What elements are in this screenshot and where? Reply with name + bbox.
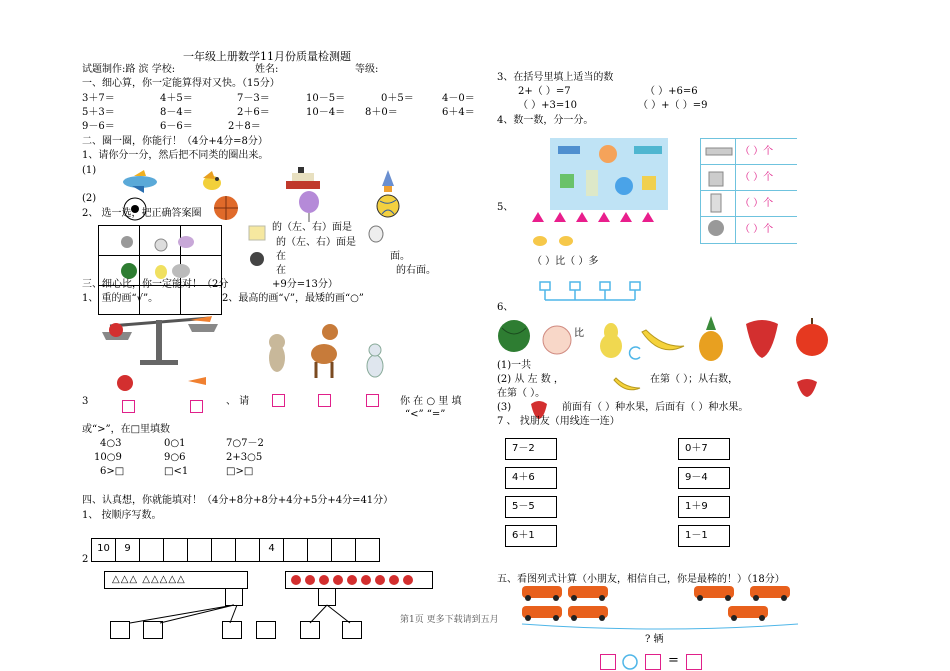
compare-1-1: 4○3 [100, 438, 122, 449]
s2-q2-line4: 在 [276, 265, 286, 276]
airplane-image [120, 168, 160, 194]
basketball-image [213, 195, 239, 221]
r-q2c: 在第（ ）。 [497, 388, 546, 399]
match-right[interactable]: 9－4 [678, 467, 730, 489]
section4-title: 四、认真想，你就能填对！（4分+8分+8分+4分+5分+4分=41分） [82, 495, 394, 506]
mouse-image [246, 248, 268, 268]
compare-3-3: □>□ [226, 466, 254, 477]
cars-label: ? 辆 [645, 634, 664, 645]
match-right[interactable]: 1＋9 [678, 496, 730, 518]
dog-image [170, 260, 192, 280]
arc-icon [626, 346, 644, 360]
calc-2-6: 6＋4＝ [442, 107, 475, 118]
seq-cell[interactable] [235, 538, 260, 562]
balance-scale-image [100, 312, 220, 368]
s2-q1-b: (2) [82, 193, 97, 204]
seq-cell[interactable] [283, 538, 308, 562]
calc-2-2: 8－4＝ [160, 107, 193, 118]
banana-small-image [612, 376, 642, 394]
match-right[interactable]: 1－1 [678, 525, 730, 547]
count-2: （ ）个 [740, 172, 774, 183]
answer-box[interactable] [600, 654, 616, 670]
compare-2-2: 9○6 [164, 452, 186, 463]
s3-q3-signs: “<” “=” [405, 409, 446, 420]
calc-1-6: 4－0＝ [442, 93, 475, 104]
match-left[interactable]: 4＋6 [505, 467, 557, 489]
answer-box[interactable] [686, 654, 702, 670]
carrot-image [186, 375, 208, 387]
s2-q1-a: (1) [82, 165, 97, 176]
calc-3-3: 2＋8＝ [228, 121, 261, 132]
r-q2a: (2) 从 左 数 ， [497, 374, 564, 385]
seq-cell[interactable] [331, 538, 356, 562]
strawberry-image [742, 314, 782, 360]
s2-q1: 1、请你分一分，然后把不同类的圈出来。 [82, 150, 269, 161]
bond-lines [220, 603, 280, 625]
count-4: （ ）个 [740, 224, 774, 235]
r5-compare: （ ）比（ ）多 [532, 256, 599, 267]
apple-red-image [792, 316, 832, 358]
rabbit-standing-image [360, 340, 390, 380]
footer: 第1页 更多下载请到五月 [400, 615, 499, 625]
r3-3: （ ）+3=10 [518, 100, 578, 111]
bond-box[interactable] [110, 621, 130, 639]
calc-3-1: 9－6＝ [82, 121, 115, 132]
bond-box[interactable] [342, 621, 362, 639]
circles-row-image [530, 235, 580, 247]
apple-image [115, 372, 135, 392]
calc-1-5: 0＋5＝ [381, 93, 414, 104]
seq-cell[interactable] [211, 538, 236, 562]
animal-image [176, 232, 196, 250]
cup-image [246, 222, 268, 242]
triangles-row-image [530, 210, 670, 224]
match-left[interactable]: 7－2 [505, 438, 557, 460]
answer-box[interactable] [366, 394, 379, 407]
s3-q3-num: 3 [82, 396, 89, 407]
section5-title: 五、看图列式计算（小朋友，相信自己，你是最棒的！）（18分） [497, 574, 785, 585]
mouse-standing-image [262, 330, 292, 376]
s2-q2: 2、 选一选，把正确答案圈 [82, 208, 202, 219]
race-cars-image [520, 584, 800, 626]
calc-2-1: 5＋3＝ [82, 107, 115, 118]
shapes-image [550, 138, 668, 210]
calc-3-2: 6－6＝ [160, 121, 193, 132]
s2-q2-line3: 在 [276, 251, 286, 262]
balloon-image [296, 190, 322, 222]
pineapple-image [696, 314, 726, 362]
answer-box[interactable] [318, 394, 331, 407]
compare-1-2: 0○1 [164, 438, 186, 449]
r6-compare: 比 [574, 328, 584, 339]
r4-title: 4、数一数，分一分。 [497, 115, 594, 126]
s2-q2-tail1: 面。 [390, 251, 410, 262]
s4-q2-num: 2 [82, 554, 89, 565]
seq-cell[interactable] [307, 538, 332, 562]
rabbit-image [152, 230, 170, 252]
bracket-line [520, 622, 800, 632]
operator-circle[interactable] [622, 654, 638, 670]
header-name: 姓名: [255, 64, 279, 75]
header-grade: 等级: [355, 64, 379, 75]
r-q3b: 前面有（ ）种水果，后面有（ ）种水果。 [562, 402, 749, 413]
r-q1: (1)一共 [497, 360, 532, 371]
section3-title: 三、细心比，你一定能对！（2分 [82, 279, 229, 290]
compare-3-1: 6>□ [100, 466, 125, 477]
calc-2-3: 2＋6＝ [237, 107, 270, 118]
bird-image [197, 168, 227, 194]
section2-title: 二、圈一圈，你能行！（4分+4分=8分） [82, 136, 268, 147]
s3-q3-cont: 或“>”，在□里填数 [82, 424, 171, 435]
calc-1-4: 10－5＝ [306, 93, 346, 104]
strawberry-small-image [794, 376, 820, 398]
deer-image [302, 316, 346, 380]
s3-q2: 2、最高的画“√”，最矮的画“○” [222, 293, 364, 304]
strawberries-image [290, 573, 415, 587]
seq-cell[interactable] [187, 538, 212, 562]
watermelon-small-image [120, 262, 138, 280]
s3-q1: 1、 重的画“√”。 [82, 293, 159, 304]
page-title: 一年级上册数学11月份质量检测题 [183, 50, 351, 63]
answer-box[interactable] [272, 394, 285, 407]
r7: 7 、 找朋友（用线连一连） [497, 416, 620, 427]
match-left[interactable]: 6＋1 [505, 525, 557, 547]
compare-2-1: 10○9 [94, 452, 122, 463]
compare-3-2: □<1 [164, 466, 189, 477]
r3-title: 3、在括号里填上适当的数 [497, 72, 614, 83]
r6: 6、 [497, 302, 514, 313]
watermelon-image [496, 318, 532, 354]
count-3: （ ）个 [740, 198, 774, 209]
equals-sign: = [668, 653, 679, 668]
cat-image-2 [366, 222, 386, 244]
r-q3a: (3) [497, 402, 512, 413]
calc-1-1: 3＋7＝ [82, 93, 115, 104]
seq-cell[interactable] [163, 538, 188, 562]
s3-q3-right: 你 在 ○ 里 填 [400, 396, 462, 407]
pear-image [596, 318, 626, 360]
calc-2-5: 8＋0＝ [365, 107, 398, 118]
banana-image [640, 326, 686, 356]
compare-1-3: 7○7－2 [226, 438, 264, 449]
cat-image [118, 232, 136, 250]
ship-image [282, 165, 324, 193]
r3-4: （ ）+（ ）=9 [638, 100, 708, 111]
r3-1: 2+（ ）=7 [518, 86, 571, 97]
pear-small-image [152, 260, 170, 280]
seq-cell[interactable]: 9 [115, 538, 140, 562]
tree-diagram-image [530, 280, 660, 310]
rocket-image [374, 168, 402, 196]
compare-2-3: 2+3○5 [226, 452, 263, 463]
answer-box[interactable] [645, 654, 661, 670]
sphere-icon [707, 219, 725, 237]
bond-box[interactable] [143, 621, 163, 639]
seq-cell[interactable]: 10 [91, 538, 116, 562]
seq-cell[interactable] [139, 538, 164, 562]
count-1: （ ）个 [740, 146, 774, 157]
volleyball-image [376, 194, 400, 218]
seq-cell[interactable]: 4 [259, 538, 284, 562]
number-sequence [92, 538, 380, 562]
section1-title: 一、细心算，你一定能算得对又快。（15分） [82, 78, 280, 89]
match-left[interactable]: 5－5 [505, 496, 557, 518]
triangles: △△△ △△△△△ [112, 574, 186, 585]
s4-q1: 1、 按顺序写数。 [82, 510, 162, 521]
calc-2-4: 10－4＝ [306, 107, 346, 118]
cylinder-icon [710, 193, 722, 213]
section3-title-tail: +9分=13分） [272, 279, 338, 290]
answer-box[interactable] [122, 400, 135, 413]
seq-cell[interactable] [355, 538, 380, 562]
calc-1-3: 7－3＝ [237, 93, 270, 104]
match-right[interactable]: 0＋7 [678, 438, 730, 460]
s2-q2-line2: 的（左、右）面是 [276, 237, 356, 248]
r5: 5、 [497, 202, 514, 213]
bond-box[interactable] [300, 621, 320, 639]
s3-q3-mid: 、 请 [226, 396, 250, 407]
header-line: 试题制作:路 滨 学校: [82, 64, 176, 75]
s2-q2-tail2: 的右面。 [396, 265, 436, 276]
s2-q2-line1: 的（左、右）面是 [272, 222, 352, 233]
peach-image [540, 322, 574, 356]
cuboid-icon [705, 146, 733, 156]
answer-box[interactable] [190, 400, 203, 413]
calc-1-2: 4＋5＝ [160, 93, 193, 104]
r-q2b: 在第（ ）；从右数， [650, 374, 739, 385]
cube-icon [708, 171, 724, 187]
r3-2: （ ）+6=6 [645, 86, 698, 97]
